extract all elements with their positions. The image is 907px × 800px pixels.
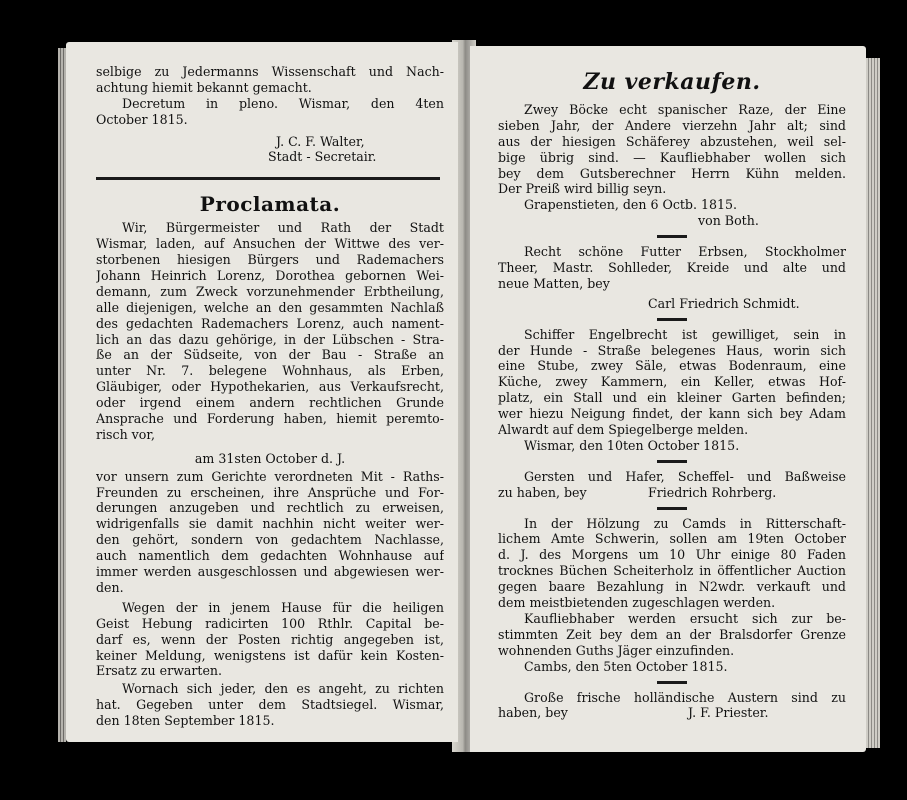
text-line: lichem Amte Schwerin, sollen am 19ten October [498,531,846,547]
text-line: platz, ein Stall und ein kleiner Garten befinden; [498,390,846,406]
text-line: wer hiezu Neigung findet, der kann sich bey Adam [498,406,846,422]
place-date: Cambs, den 5ten October 1815. [524,658,728,674]
text-line: demann, zum Zweck vorzunehmender Erbtheilung, [96,283,444,299]
text-line: Küche, zwey Kammern, ein Keller, etwas Hof- [498,374,846,390]
text-line: lich an das dazu gehörige, in der Lübschen - Stra- [96,331,444,347]
text-line: unter Nr. 7. belegene Wohnhaus, als Erben, [96,363,444,379]
text-line: sieben Jahr, der Andere vierzehn Jahr alt; sind [498,117,846,133]
text-line: achtung hiemit bekannt gemacht. [96,79,312,95]
decree-line: Decretum in pleno. Wismar, den 4ten [122,95,444,111]
ad-oysters [498,690,846,722]
text-line: trocknes Büchen Scheiterholz in öffentlicher Auction [498,563,846,579]
text-line: Große frische holländische Austern sind zu [524,689,846,705]
text-line: Zwey Böcke echt spanischer Raze, der Eine [524,102,846,117]
capital-body [96,600,444,679]
signature-name: J. C. F. Walter, [276,133,365,149]
left-page [66,42,458,742]
text-line: Gersten und Hafer, Scheffel- und Baßweise [524,468,846,484]
text-line: ße an der Südseite, von der Bau - Straße an [96,347,444,363]
ad-divider [657,235,687,238]
ad-divider [657,681,687,684]
signature-title: Stadt - Secretair. [268,149,377,165]
text-line: Gläubiger, oder Hypothekarien, aus Verkaufsrecht, [96,379,444,395]
text-line: Wismar, laden, auf Ansuchen der Wittwe des ver- [96,236,444,252]
text-line [498,705,846,721]
ad-signature: J. F. Priester. [688,705,769,721]
text-line: widrigenfalls sie damit nachhin nicht weiter wer- [96,516,444,532]
text-line: alle diejenigen, welche an den gesammten Nachlaß [96,299,444,315]
text-fragment: haben, bey [498,705,568,721]
text-line: derungen anzugeben und rechtlich zu erweisen, [96,500,444,516]
text-line: d. J. des Morgens um 10 Uhr einige 80 Faden [498,547,846,563]
ad-rams [498,102,846,229]
text-line: den 18ten September 1815. [96,713,275,729]
right-column [498,68,846,721]
text-line: bey dem Gutsberechner Herrn Kühn melden. [498,165,846,181]
deadline-line: am 31sten October d. J. [194,450,346,466]
text-line: den gehört, sondern von gedachtem Nachlasse, [96,532,444,548]
proclamation-heading: Proclamata. [199,192,341,217]
text-line: Der Preiß wird billig seyn. [498,181,667,197]
ad-grain [498,469,846,501]
proclamation-body [96,220,444,442]
text-line: neue Matten, bey [498,275,610,291]
text-line: Johann Heinrich Lorenz, Dorothea gebornen Wei- [96,268,444,284]
text-line: Ansprache und Forderung haben, hiemit peremto- [96,411,444,427]
text-line: oder irgend einem andern rechtlichen Grunde [96,395,444,411]
ad-divider [657,318,687,321]
text-fragment: zu haben, bey [498,484,587,500]
text-line: dem meistbietenden zugeschlagen werden. [498,595,776,611]
ad-signature: Friedrich Rohrberg. [648,484,777,500]
text-line [498,485,846,501]
text-line: keiner Meldung, wenigstens ist dafür kein Kosten- [96,647,444,663]
text-line: den. [96,579,124,595]
text-line: Ersatz zu erwarten. [96,663,223,679]
text-line: der Hunde - Straße belegenes Haus, worin sich [498,342,846,358]
summons-body [96,469,444,596]
text-line: selbige zu Jedermanns Wissenschaft und Nach- [96,64,444,79]
text-line: auch namentlich dem gedachten Wohnhause auf [96,548,444,564]
book-edge-left [58,48,66,742]
text-line: Kaufliebhaber werden ersucht sich zur be- [524,610,846,626]
text-line: des gedachten Rademachers Lorenz, auch nament- [96,315,444,331]
text-line: Recht schöne Futter Erbsen, Stockholmer [524,244,846,260]
text-line: bige übrig sind. — Kaufliebhaber wollen sich [498,149,846,165]
ad-divider [657,460,687,463]
text-line: Wir, Bürgermeister und Rath der Stadt [122,220,444,236]
text-line: Geist Hebung radicirten 100 Rthlr. Capital be- [96,615,444,631]
text-line: In der Hölzung zu Camds in Ritterschaft- [524,515,846,531]
text-line: wohnenden Guths Jäger einzufinden. [498,642,735,658]
text-line: Theer, Mastr. Sohlleder, Kreide und alte und [498,260,846,276]
text-line: Wegen der in jenem Hause für die heiligen [122,599,444,615]
text-line: stimmten Zeit bey dem an der Bralsdorfer Grenze [498,626,846,642]
text-line: immer werden ausgeschlossen und abgewiesen wer- [96,564,444,580]
decree-date: October 1815. [96,111,188,127]
ad-house [498,327,846,454]
text-line: hat. Gegeben unter dem Stadtsiegel. Wismar, [96,697,444,713]
ad-peas [498,244,846,312]
text-line: Wornach sich jeder, den es angeht, zu richten [122,681,444,697]
text-line: Freunden zu erscheinen, ihre Ansprüche und For- [96,484,444,500]
text-line: aus der hiesigen Schäferey abzustehen, weil sel- [498,133,846,149]
text-line: eine Stube, zwey Säle, etwas Bodenraum, eine [498,358,846,374]
text-line: risch vor, [96,426,156,442]
text-line: storbenen hiesigen Bürgers und Rademachers [96,252,444,268]
text-line: vor unsern zum Gerichte verordneten Mit - Raths- [96,468,444,484]
section-divider [96,177,440,180]
sales-heading: Zu verkaufen. [583,69,761,95]
text-line: Alwardt auf dem Spiegelberge melden. [498,422,749,438]
place-date: Wismar, den 10ten October 1815. [524,437,740,453]
left-column [96,64,444,729]
closing-body [96,681,444,729]
book-edge-right [866,58,880,748]
ad-wood [498,516,846,675]
ad-divider [657,507,687,510]
ad-signature: Carl Friedrich Schmidt. [648,295,800,311]
place-date: Grapenstieten, den 6 Octb. 1815. [524,197,738,213]
right-page [470,46,866,752]
text-line: darf es, wenn der Posten richtig angegeben ist, [96,631,444,647]
text-line: Schiffer Engelbrecht ist gewilliget, sein in [524,326,846,342]
ad-signature: von Both. [698,213,759,229]
text-line: gegen baare Bezahlung in N2wdr. verkauft und [498,579,846,595]
